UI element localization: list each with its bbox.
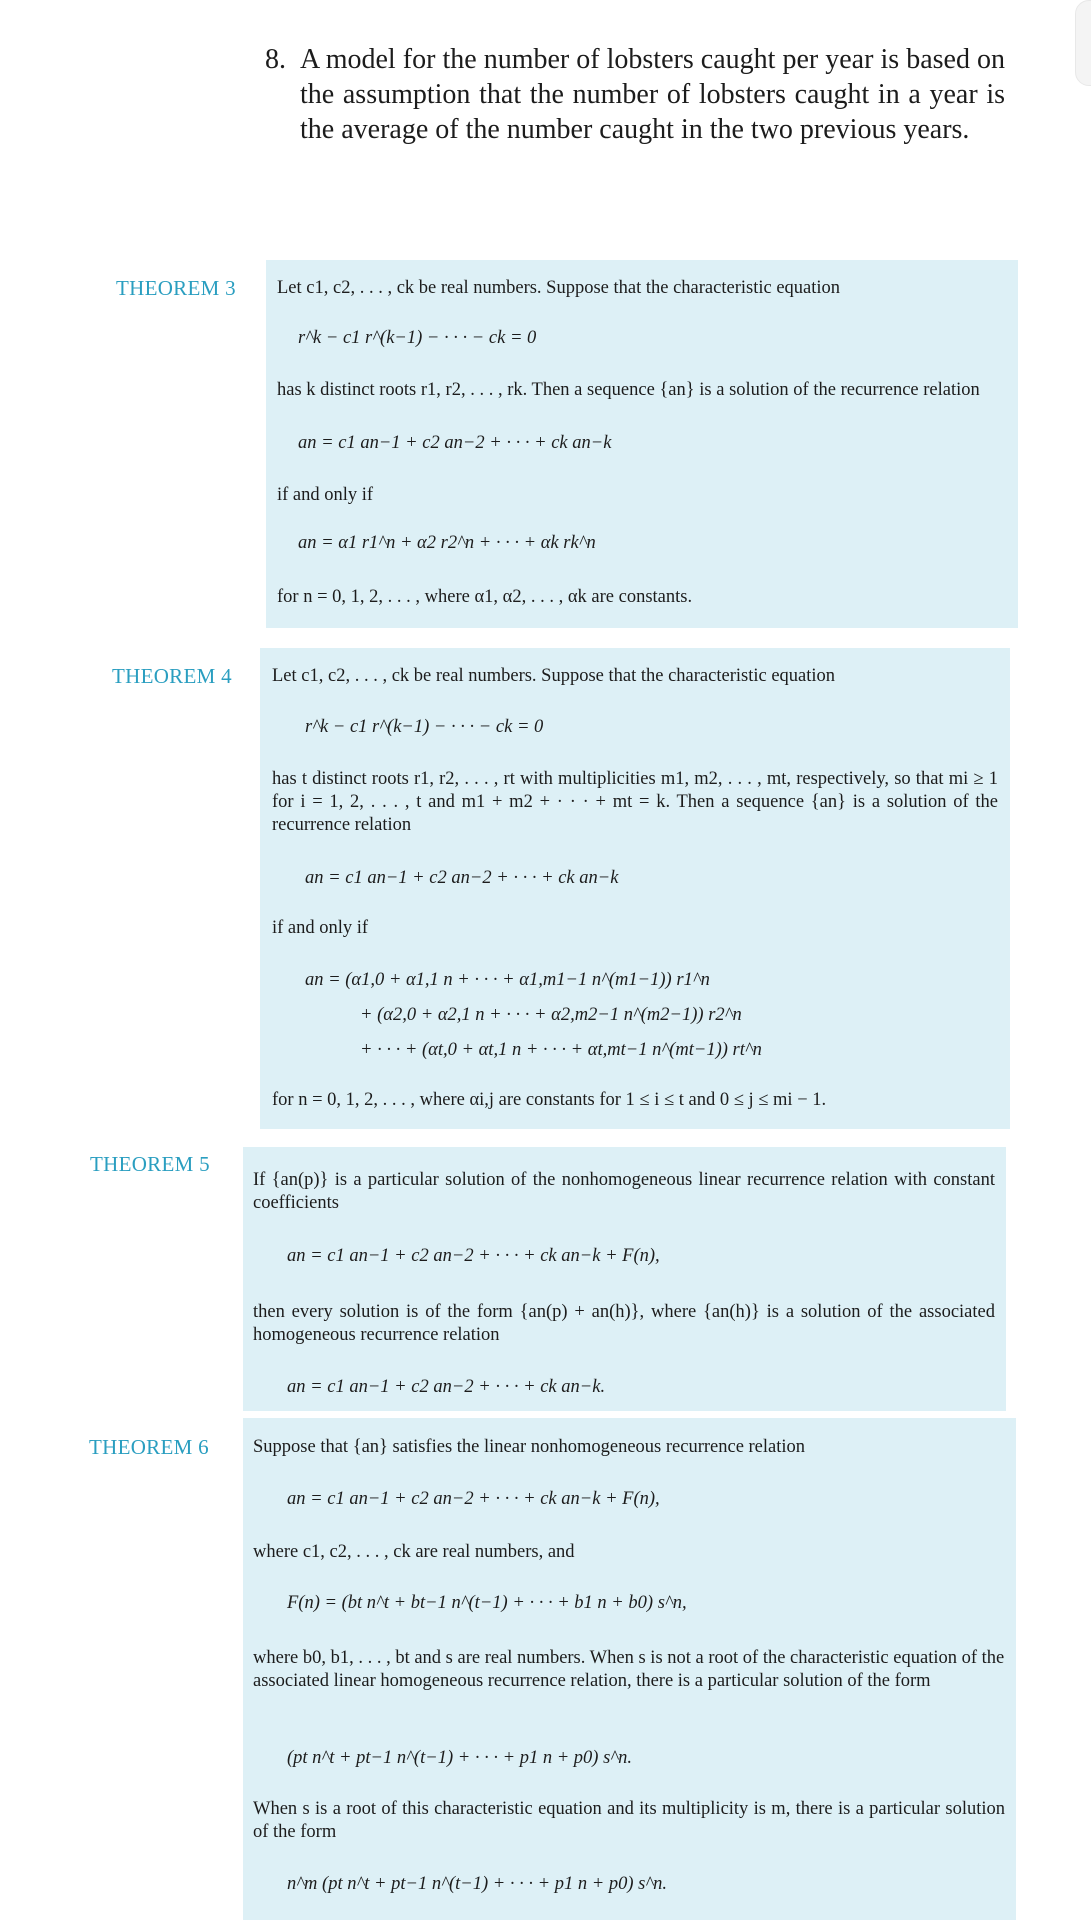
theorem-4-label: THEOREM 4 — [112, 664, 232, 688]
t3-line3: if and only if — [277, 485, 374, 505]
t4-eq3c: + · · · + (αt,0 + αt,1 n + · · · + αt,mt−1 n^(mt−1)) rt^n — [360, 1040, 762, 1060]
t6-line2: where c1, c2, . . . , ck are real numbers, and — [253, 1542, 575, 1562]
t5-line1: If {an(p)} is a particular solution of the nonhomogeneous linear recurrence relation with constant coefficients — [253, 1170, 995, 1213]
t3-eq3: an = α1 r1^n + α2 r2^n + · · · + αk rk^n — [298, 533, 596, 553]
problem-8 — [265, 42, 1005, 147]
t5-eq1: an = c1 an−1 + c2 an−2 + · · · + ck an−k + F(n), — [287, 1246, 660, 1266]
t4-line2: has t distinct roots r1, r2, . . . , rt with multiplicities m1, m2, . . . , mt, respectively, so that mi ≥ 1 for i = 1, 2, . . . , t and m1 + m2 + · · · + mt = k. Then a sequence {an} is a solution of the recurrence relation — [272, 769, 998, 835]
t4-eq2: an = c1 an−1 + c2 an−2 + · · · + ck an−k — [305, 868, 619, 888]
t6-eq2: F(n) = (bt n^t + bt−1 n^(t−1) + · · · + b1 n + b0) s^n, — [287, 1593, 687, 1613]
t4-line3: if and only if — [272, 918, 369, 938]
scroll-handle[interactable] — [1075, 0, 1091, 86]
t6-eq4: n^m (pt n^t + pt−1 n^(t−1) + · · · + p1 n + p0) s^n. — [287, 1874, 668, 1894]
t4-eq3b: + (α2,0 + α2,1 n + · · · + α2,m2−1 n^(m2−1)) r2^n — [360, 1005, 742, 1025]
t3-eq2: an = c1 an−1 + c2 an−2 + · · · + ck an−k — [298, 433, 612, 453]
t3-line1: Let c1, c2, . . . , ck be real numbers. Suppose that the characteristic equation — [277, 278, 841, 298]
t6-line1: Suppose that {an} satisfies the linear nonhomogeneous recurrence relation — [253, 1437, 806, 1457]
t4-line4: for n = 0, 1, 2, . . . , where αi,j are constants for 1 ≤ i ≤ t and 0 ≤ j ≤ mi − 1. — [272, 1090, 827, 1110]
theorem-6-box — [243, 1418, 1016, 1920]
t6-line3: where b0, b1, . . . , bt and s are real numbers. When s is not a root of the characteristic equation of the associated linear homogeneous recurrence relation, there is a particular solution of the form — [253, 1648, 1005, 1691]
t6-eq3: (pt n^t + pt−1 n^(t−1) + · · · + p1 n + p0) s^n. — [287, 1748, 632, 1768]
theorem-5-box — [243, 1147, 1006, 1411]
t4-eq3a: an = (α1,0 + α1,1 n + · · · + α1,m1−1 n^(m1−1)) r1^n — [305, 970, 710, 990]
t6-eq1: an = c1 an−1 + c2 an−2 + · · · + ck an−k + F(n), — [287, 1489, 660, 1509]
theorem-6-label: THEOREM 6 — [89, 1435, 209, 1459]
t5-eq2: an = c1 an−1 + c2 an−2 + · · · + ck an−k. — [287, 1377, 606, 1397]
t4-line1: Let c1, c2, . . . , ck be real numbers. Suppose that the characteristic equation — [272, 666, 836, 686]
theorem-4-box — [260, 648, 1010, 1129]
problem-text: A model for the number of lobsters caught per year is based on the assumption that the number of lobsters caught in a year is the average of the number caught in the two previous years. — [300, 44, 1005, 145]
theorem-5-label: THEOREM 5 — [90, 1152, 210, 1176]
t6-line4: When s is a root of this characteristic equation and its multiplicity is m, there is a particular solution of the form — [253, 1799, 1005, 1842]
t3-eq1: r^k − c1 r^(k−1) − · · · − ck = 0 — [298, 328, 537, 348]
t4-eq1: r^k − c1 r^(k−1) − · · · − ck = 0 — [305, 717, 544, 737]
problem-number: 8. — [265, 44, 286, 75]
theorem-3-box — [266, 260, 1018, 628]
t3-line2: has k distinct roots r1, r2, . . . , rk. Then a sequence {an} is a solution of the recurrence relation — [277, 380, 980, 400]
t3-line4: for n = 0, 1, 2, . . . , where α1, α2, . . . , αk are constants. — [277, 587, 693, 607]
theorem-3-label: THEOREM 3 — [116, 276, 236, 300]
t5-line2: then every solution is of the form {an(p) + an(h)}, where {an(h)} is a solution of the associated homogeneous recurrence relation — [253, 1302, 995, 1345]
